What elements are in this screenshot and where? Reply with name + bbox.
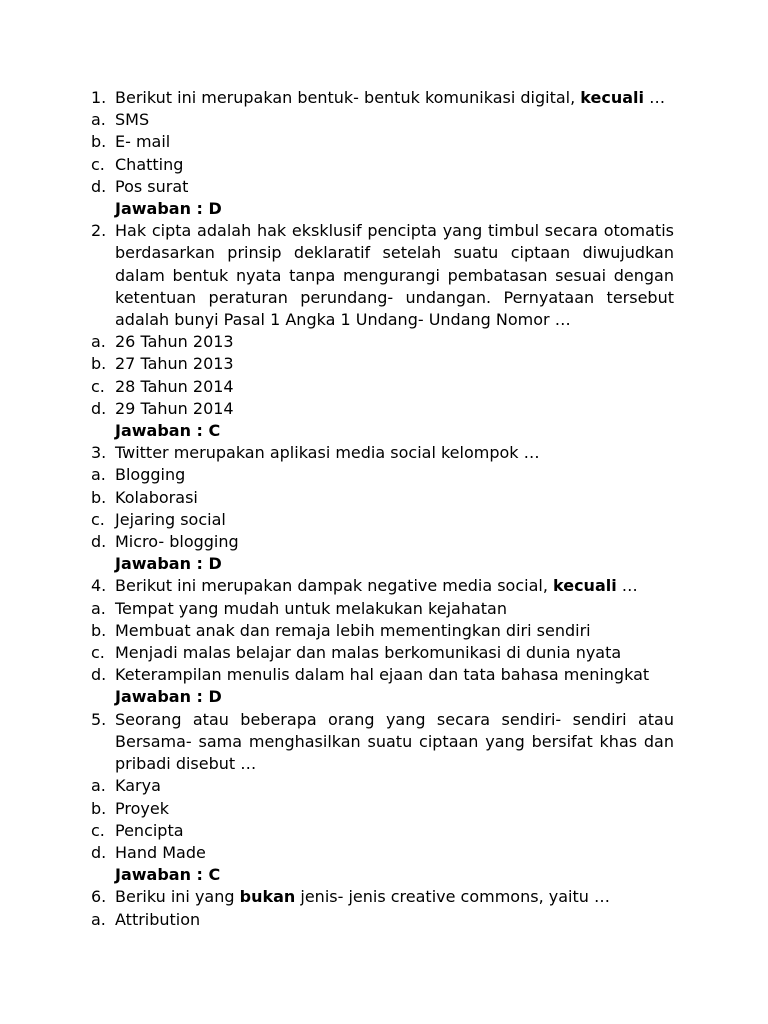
question-number: 1. (91, 88, 107, 107)
option-item (91, 509, 674, 531)
option-list (91, 775, 674, 864)
option-letter: a. (91, 465, 106, 485)
question-item (91, 886, 674, 908)
option-text: 28 Tahun 2014 (115, 376, 234, 396)
option-item (91, 842, 674, 864)
option-letter: a. (91, 776, 106, 796)
option-text: Chatting (115, 154, 184, 174)
option-list (91, 598, 674, 687)
answer-key: Jawaban : D (115, 199, 222, 219)
option-text: Proyek (115, 798, 169, 818)
option-item (91, 909, 674, 931)
option-item (91, 464, 674, 486)
option-text: Membuat anak dan remaja lebih mementingkan diri sendiri (115, 620, 591, 640)
question-number: 6. (91, 887, 107, 907)
option-text: 29 Tahun 2014 (115, 398, 234, 418)
option-text: 27 Tahun 2013 (115, 354, 234, 374)
option-item (91, 154, 674, 176)
option-letter: b. (91, 132, 107, 152)
emphasis-text: bukan (239, 887, 296, 907)
option-list (91, 464, 674, 553)
option-item (91, 331, 674, 353)
option-item (91, 176, 674, 198)
option-text: 26 Tahun 2013 (115, 332, 234, 352)
question-number: 3. (91, 443, 107, 463)
question-item (91, 87, 674, 109)
question-number: 4. (91, 576, 107, 596)
option-letter: d. (91, 665, 107, 685)
option-item (91, 487, 674, 509)
option-text: Pencipta (115, 820, 184, 840)
option-item (91, 398, 674, 420)
option-letter: c. (91, 376, 105, 396)
question-text: Beriku ini yang bukan jenis- jenis creative commons, yaitu … (115, 887, 610, 907)
option-list (91, 331, 674, 420)
option-text: E- mail (115, 132, 171, 152)
option-list (91, 909, 674, 931)
question-item (91, 220, 674, 331)
question-text: Twitter merupakan aplikasi media social kelompok … (115, 443, 540, 463)
emphasis-text: kecuali (580, 88, 644, 107)
option-text: Micro- blogging (115, 532, 239, 552)
question-item (91, 442, 674, 464)
option-text: Menjadi malas belajar dan malas berkomunikasi di dunia nyata (115, 643, 622, 663)
option-item (91, 664, 674, 686)
question-list (91, 87, 674, 931)
question-number: 5. (91, 709, 107, 729)
option-item (91, 620, 674, 642)
option-item (91, 109, 674, 131)
option-letter: c. (91, 820, 105, 840)
option-item (91, 642, 674, 664)
option-item (91, 531, 674, 553)
question-text: Seorang atau beberapa orang yang secara sendiri- sendiri atau Bersama- sama menghasilkan suatu ciptaan yang bersifat khas dan pribadi disebut … (115, 709, 674, 774)
option-text: Karya (115, 776, 161, 796)
question-item (91, 575, 674, 597)
option-text: SMS (115, 110, 150, 130)
question-number: 2. (91, 221, 107, 241)
option-letter: d. (91, 842, 107, 862)
option-text: Pos surat (115, 176, 189, 196)
option-letter: d. (91, 532, 107, 552)
option-letter: a. (91, 598, 106, 618)
option-letter: a. (91, 909, 106, 929)
option-text: Keterampilan menulis dalam hal ejaan dan tata bahasa meningkat (115, 665, 650, 685)
option-item (91, 598, 674, 620)
answer-key: Jawaban : D (115, 554, 222, 574)
option-item (91, 775, 674, 797)
answer-key: Jawaban : C (115, 865, 221, 885)
option-letter: a. (91, 332, 106, 352)
question-text: Berikut ini merupakan bentuk- bentuk komunikasi digital, kecuali … (115, 88, 666, 107)
answer-key: Jawaban : C (115, 421, 221, 441)
option-letter: d. (91, 398, 107, 418)
option-item (91, 376, 674, 398)
question-text: Berikut ini merupakan dampak negative media social, kecuali … (115, 576, 638, 596)
option-letter: d. (91, 176, 107, 196)
option-letter: b. (91, 487, 107, 507)
option-text: Jejaring social (115, 509, 226, 529)
option-text: Hand Made (115, 842, 206, 862)
option-text: Blogging (115, 465, 186, 485)
answer-key: Jawaban : D (115, 687, 222, 707)
option-text: Attribution (115, 909, 201, 929)
option-letter: a. (91, 110, 106, 130)
option-letter: b. (91, 354, 107, 374)
option-text: Kolaborasi (115, 487, 198, 507)
option-list (91, 109, 674, 198)
option-letter: c. (91, 643, 105, 663)
option-letter: b. (91, 620, 107, 640)
option-text: Tempat yang mudah untuk melakukan kejahatan (115, 598, 507, 618)
option-item (91, 353, 674, 375)
option-letter: b. (91, 798, 107, 818)
option-item (91, 798, 674, 820)
question-text: Hak cipta adalah hak eksklusif pencipta yang timbul secara otomatis berdasarkan prinsip deklaratif setelah suatu ciptaan diwujudkan dalam bentuk nyata tanpa mengurangi pembatasan sesuai dengan ketentuan peraturan perundang- undangan. Pernyataan tersebut adalah bunyi Pasal 1 Angka 1 Undang- Undang Nomor … (115, 221, 674, 330)
emphasis-text: kecuali (553, 576, 617, 596)
question-item (91, 709, 674, 776)
option-item (91, 820, 674, 842)
option-item (91, 131, 674, 153)
option-letter: c. (91, 154, 105, 174)
option-letter: c. (91, 509, 105, 529)
